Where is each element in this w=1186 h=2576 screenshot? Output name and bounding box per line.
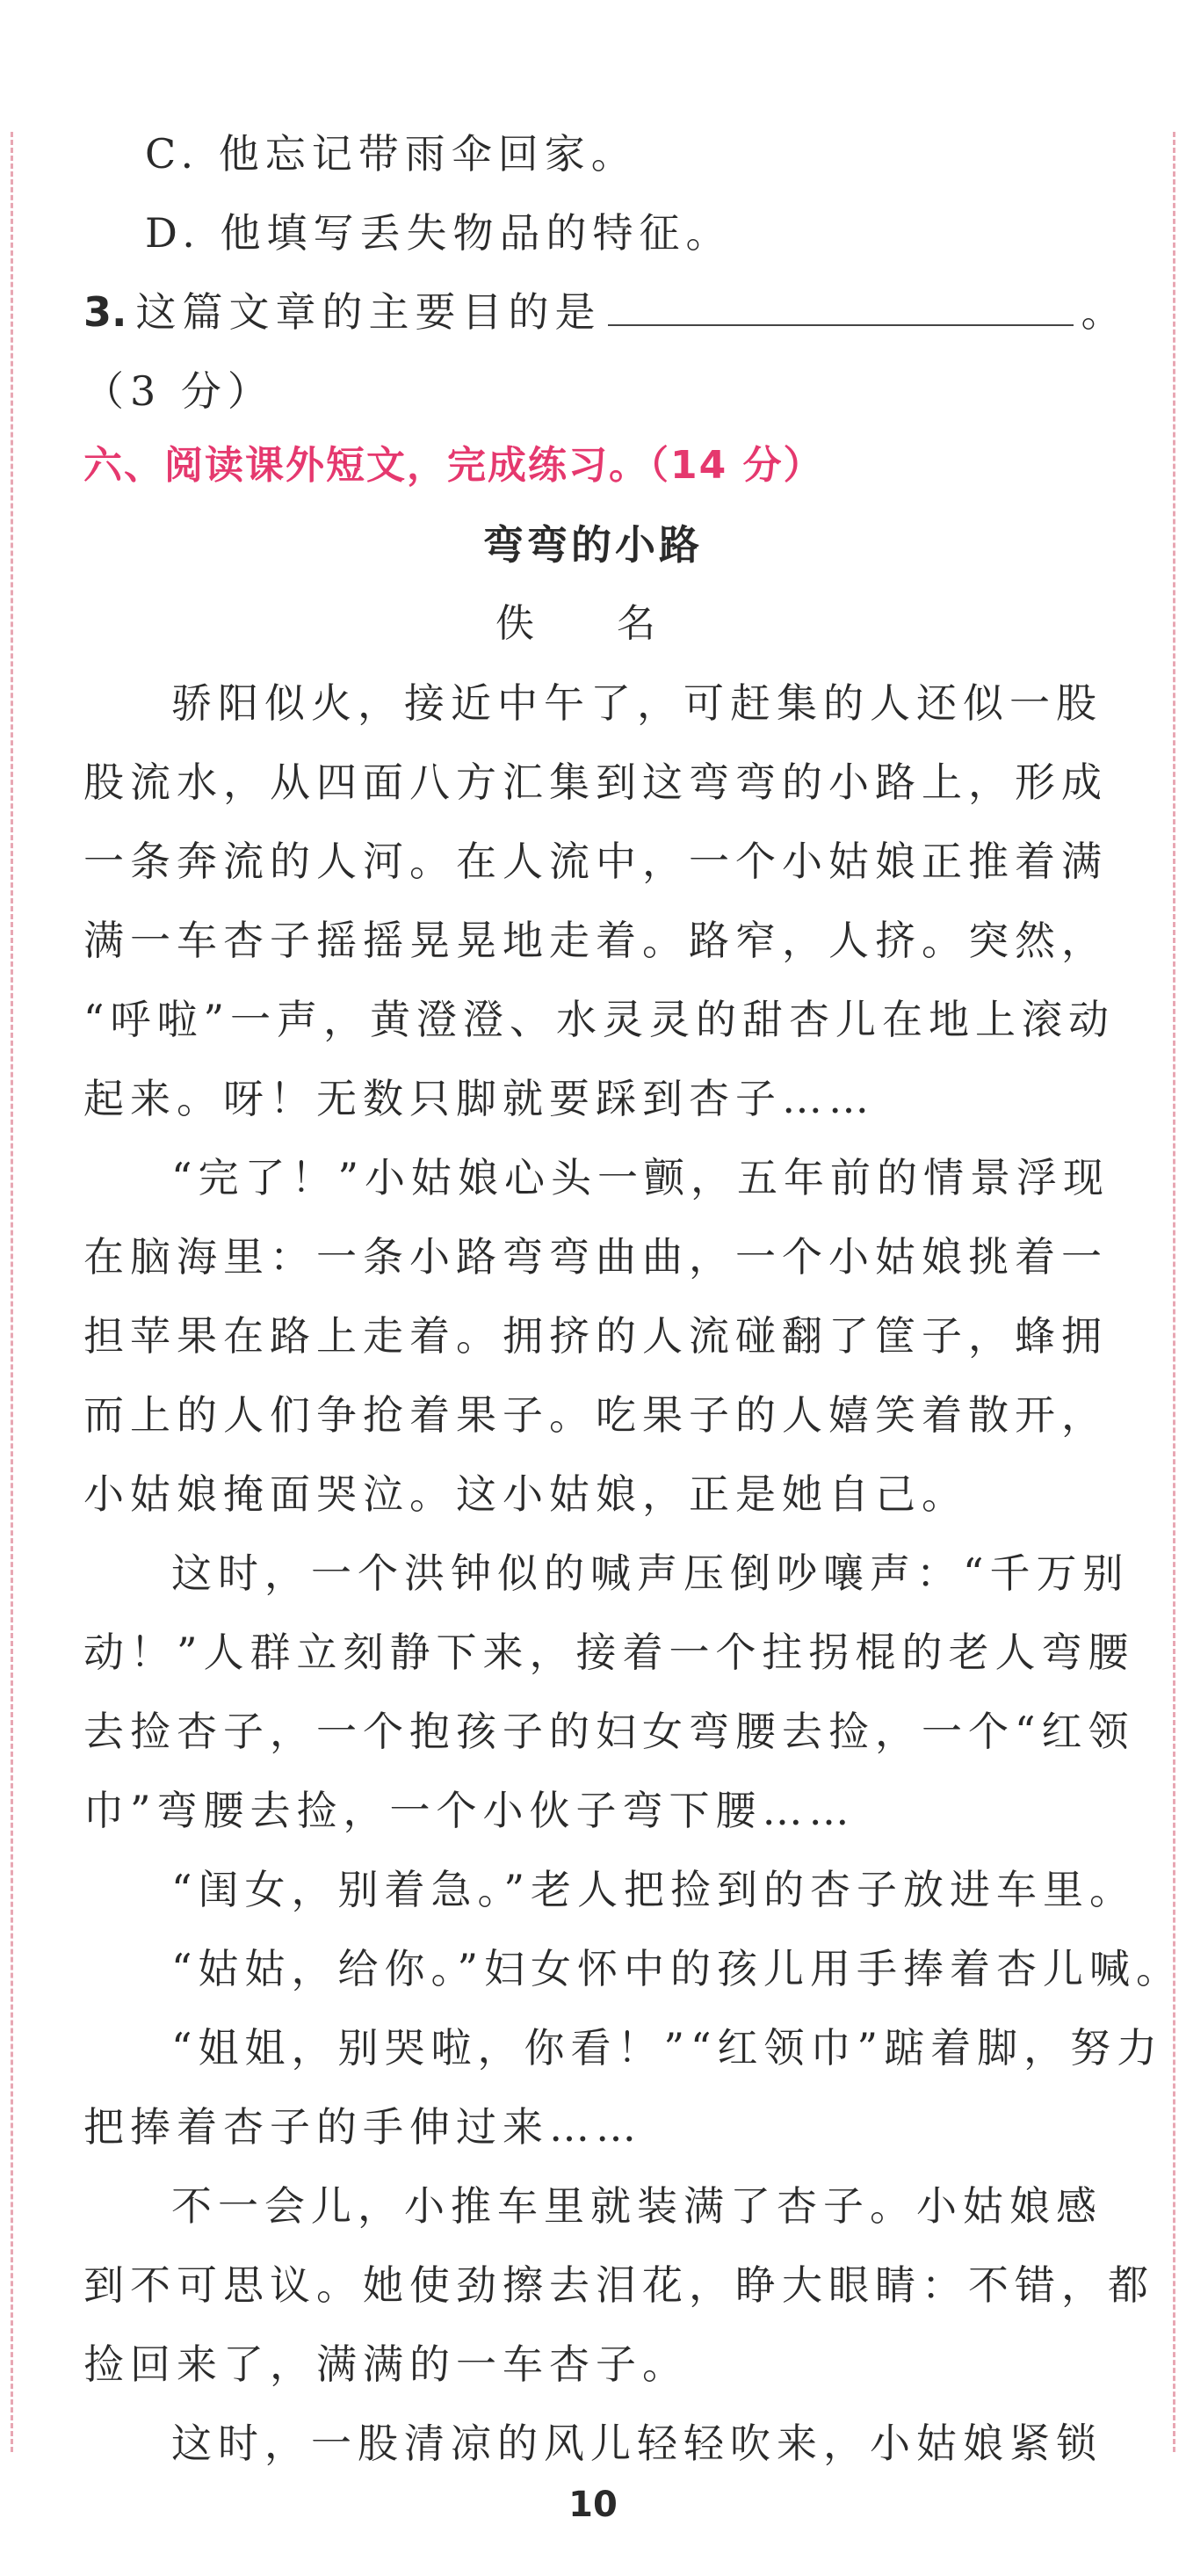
article-line: 动！”人群立刻静下来，接着一个拄拐棍的老人弯腰 [83,1629,1135,1676]
article-line: “完了！”小姑娘心头一颤，五年前的情景浮现 [171,1154,1110,1201]
article-line: “姐姐，别哭啦，你看！”“红领巾”踮着脚，努力 [171,2024,1164,2072]
article-line: 而上的人们争抢着果子。吃果子的人嬉笑着散开， [83,1391,1108,1439]
article-title: 弯弯的小路 [483,521,703,569]
article-line: “闺女，别着急。”老人把捡到的杏子放进车里。 [171,1866,1137,1913]
question-3 [83,272,1128,352]
article-line: 股流水，从四面八方汇集到这弯弯的小路上，形成 [83,758,1108,806]
article-line: 到不可思议。她使劲擦去泪花，睁大眼睛：不错，都 [83,2261,1154,2309]
article-author: 佚 名 [495,601,691,646]
question-3-text: 这篇文章的主要目的是 [135,288,602,336]
option-c: C. 他忘记带雨伞回家。 [145,130,638,178]
question-3-end: 。 [1081,288,1128,336]
article-line: 捡回来了，满满的一车杏子。 [83,2340,689,2388]
article-line: 这时，一股清凉的风儿轻轻吹来，小姑娘紧锁 [171,2420,1103,2467]
article-line: 这时，一个洪钟似的喊声压倒吵嚷声：“千万别 [171,1549,1130,1597]
article-line: 巾”弯腰去捡，一个小伙子弯下腰…… [83,1787,856,1834]
article-line: 一条奔流的人河。在人流中，一个小姑娘正推着满 [83,838,1108,885]
article-line: “呼啦”一声，黄澄澄、水灵灵的甜杏儿在地上滚动 [83,996,1116,1043]
section-heading: 六、阅读课外短文，完成练习。（14 分） [83,443,824,488]
article-line: 担苹果在路上走着。拥挤的人流碰翻了筐子，蜂拥 [83,1312,1108,1360]
article-line: 起来。呀！无数只脚就要踩到杏子…… [83,1075,875,1122]
article-line: 满一车杏子摇摇晃晃地走着。路窄，人挤。突然， [83,917,1108,964]
article-line: “姑姑，给你。”妇女怀中的孩儿用手捧着杏儿喊。 [171,1945,1183,1992]
option-d: D. 他填写丢失物品的特征。 [145,209,733,257]
answer-blank[interactable] [608,279,1074,326]
page-number: 10 [568,2485,618,2525]
article-line: 骄阳似火，接近中午了，可赶集的人还似一股 [171,679,1103,727]
article-line: 小姑娘掩面哭泣。这小姑娘，正是她自己。 [83,1470,968,1518]
question-3-number: 3. [83,288,127,336]
article-line: 去捡杏子，一个抱孩子的妇女弯腰去捡，一个“红领 [83,1708,1135,1755]
article-line: 不一会儿，小推车里就装满了杏子。小姑娘感 [171,2182,1103,2230]
question-3-score: （3 分） [83,367,274,415]
article-line: 把捧着杏子的手伸过来…… [83,2103,642,2151]
article-line: 在脑海里：一条小路弯弯曲曲，一个小姑娘挑着一 [83,1233,1108,1281]
